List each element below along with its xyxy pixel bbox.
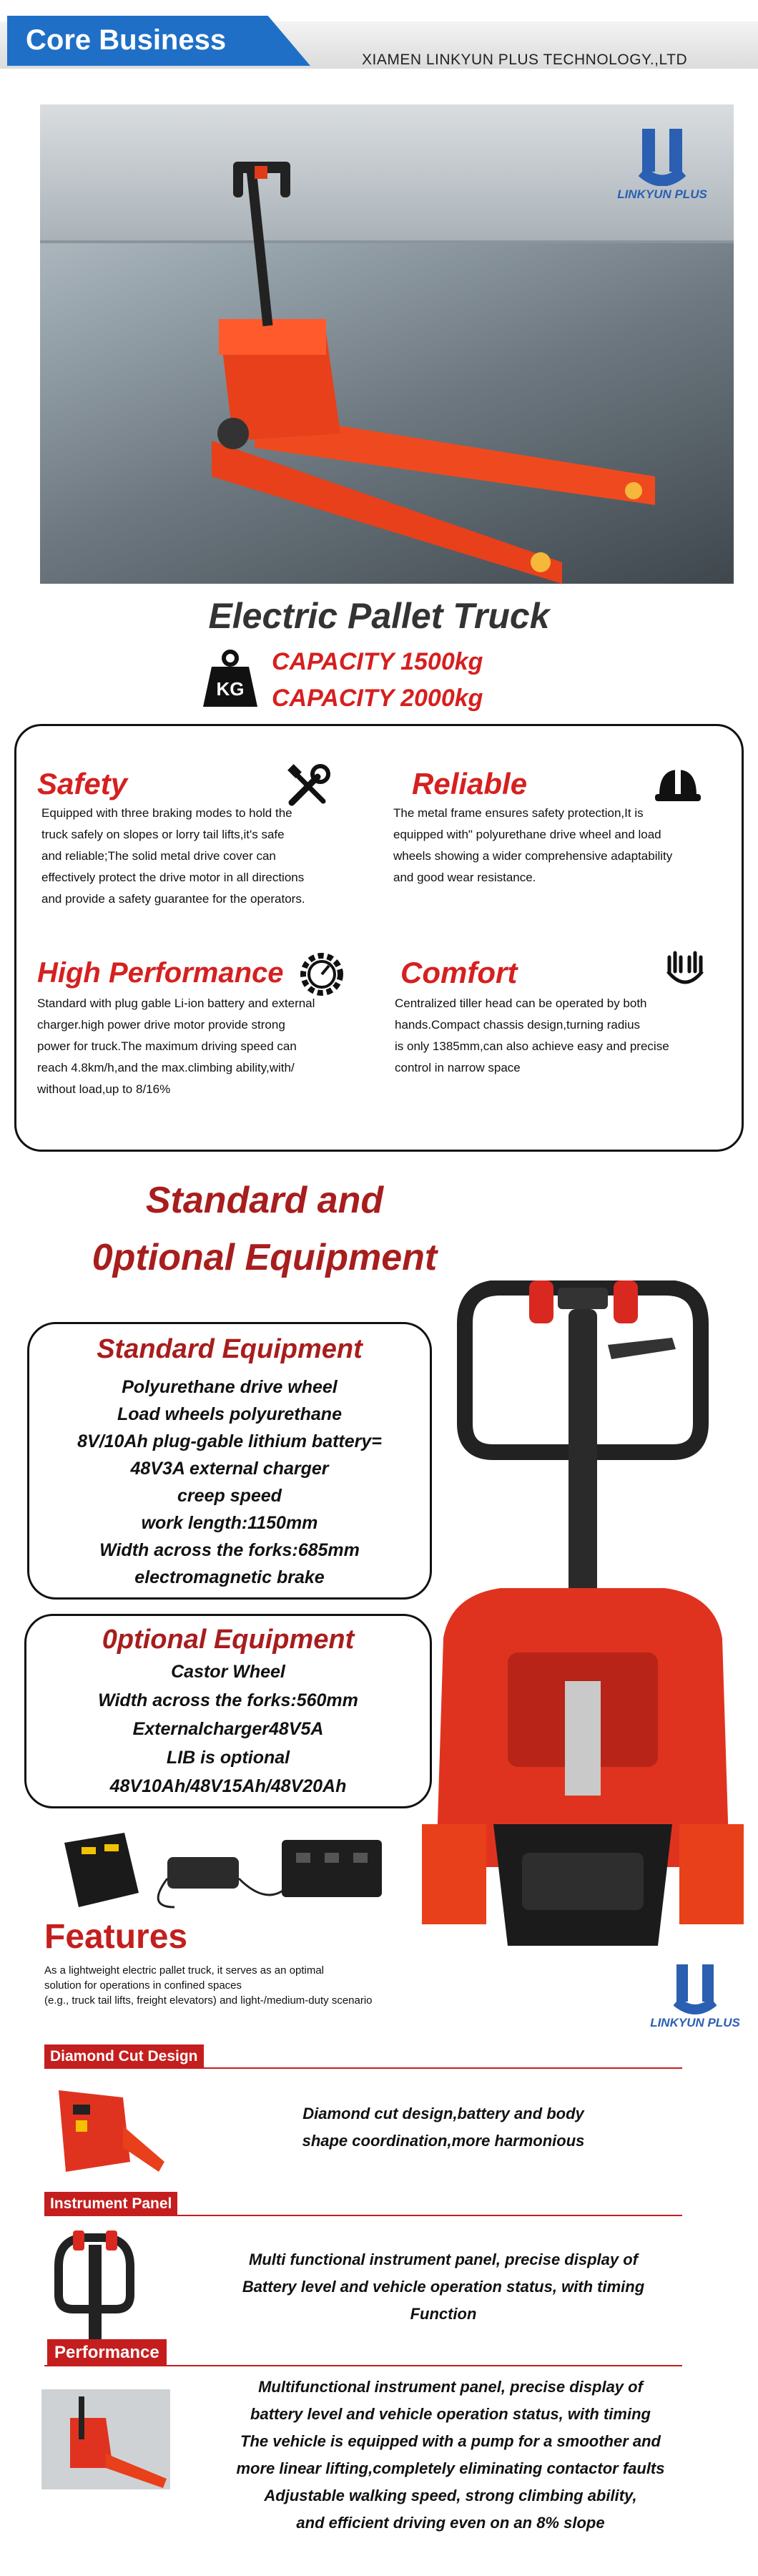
- optional-equipment-box: [24, 1614, 432, 1808]
- list-item: Polyurethane drive wheel: [122, 1377, 338, 1397]
- header-title: Core Business: [26, 24, 227, 56]
- section-text-diamond-cut: Diamond cut design,battery and body shape coordination,more harmonious: [302, 2105, 585, 2150]
- feature-text-reliable: The metal frame ensures safety protection,It is equipped with" polyurethane drive wheel and load wheels showing a wider comprehensive adaptability and good wear resistance.: [393, 806, 673, 884]
- linkyun-logo-icon: [605, 122, 719, 186]
- page-header: [0, 0, 758, 80]
- feature-title-high-performance: High Performance: [37, 957, 284, 989]
- list-item: Width across the forks:685mm: [99, 1540, 360, 1560]
- brand-logo-text: LINKYUN PLUS: [617, 187, 707, 201]
- feature-text-safety: Equipped with three braking modes to hold the truck safely on slopes or lorry tail lifts,it's safe and reliable;The solid metal drive cover can effectively protect the drive motor in all directions and provide a safety guarantee for the operators.: [41, 806, 305, 906]
- section-divider: [44, 2365, 682, 2366]
- section-tag-performance: Performance: [47, 2339, 167, 2366]
- equipment-heading-2: 0ptional Equipment: [92, 1237, 438, 1278]
- feature-text-comfort: Centralized tiller head can be operated by both hands.Compact chassis design,turning radius is only 1385mm,can also achieve easy and precise control in narrow space: [395, 996, 669, 1074]
- hero-image: [40, 104, 734, 584]
- list-item: Load wheels polyurethane: [117, 1404, 342, 1424]
- section-tag-diamond-cut: Diamond Cut Design: [44, 2044, 204, 2069]
- list-item: Castor Wheel: [171, 1662, 285, 1682]
- section-tag-instrument-panel: Instrument Panel: [44, 2192, 177, 2216]
- section-text-instrument-panel: Multi functional instrument panel, precise display of Battery level and vehicle operation status, with timing Function: [242, 2251, 645, 2323]
- brand-logo-bottom: [645, 1960, 745, 2046]
- accessories-image: [60, 1828, 389, 1914]
- features-description: As a lightweight electric pallet truck, it serves as an optimal solution for operations in confined spaces (e.g., truck tail lifts, freight elevators) and light-/medium-duty scenario: [44, 1964, 373, 2007]
- equipment-heading-1: Standard and: [145, 1180, 384, 1221]
- list-item: 8V/10Ah plug-gable lithium battery=: [77, 1431, 382, 1451]
- section-divider: [44, 2067, 682, 2069]
- list-item: electromagnetic brake: [134, 1567, 325, 1587]
- diamond-cut-image: [44, 2083, 166, 2176]
- svg-text:KG: KG: [216, 678, 245, 700]
- list-item: creep speed: [177, 1486, 282, 1506]
- helmet-icon: [655, 765, 701, 805]
- performance-image: [41, 2389, 170, 2489]
- capacity-1500: CAPACITY 1500kg: [272, 648, 483, 675]
- brand-logo-text: LINKYUN PLUS: [650, 2016, 740, 2029]
- controller-icon: [282, 1840, 382, 1897]
- optional-equipment-title: 0ptional Equipment: [102, 1625, 355, 1655]
- list-item: 48V3A external charger: [130, 1459, 329, 1479]
- company-name: XIAMEN LINKYUN PLUS TECHNOLOGY.,LTD: [362, 52, 688, 68]
- linkyun-logo-icon: [645, 1960, 745, 2017]
- list-item: Width across the forks:560mm: [98, 1690, 358, 1710]
- feature-title-comfort: Comfort: [400, 956, 518, 989]
- feature-title-reliable: Reliable: [412, 767, 528, 800]
- list-item: Externalcharger48V5A: [132, 1719, 324, 1739]
- standard-equipment-title: Standard Equipment: [97, 1334, 363, 1364]
- list-item: 48V10Ah/48V15Ah/48V20Ah: [109, 1776, 347, 1796]
- capacity-2000: CAPACITY 2000kg: [272, 685, 483, 712]
- instrument-panel-image: [44, 2230, 144, 2345]
- standard-equipment-box: [27, 1322, 432, 1600]
- list-item: LIB is optional: [166, 1748, 290, 1768]
- feature-text-high-performance: Standard with plug gable Li-ion battery and external charger.high power drive motor provide strong power for truck.The maximum driving speed can reach 4.8km/h,and the max.climbing ability,with/ without load,up to 8/16%: [37, 996, 315, 1096]
- list-item: work length:1150mm: [141, 1513, 318, 1533]
- weight-kg-icon: [202, 648, 259, 708]
- pallet-truck-front-view: [422, 1280, 744, 1960]
- product-title: Electric Pallet Truck: [208, 596, 550, 636]
- feature-title-safety: Safety: [37, 767, 128, 800]
- hands-icon: [664, 943, 707, 994]
- features-heading: Features: [44, 1918, 188, 1956]
- section-divider: [44, 2215, 682, 2216]
- brand-logo: [605, 122, 719, 215]
- charger-icon: [158, 1857, 289, 1907]
- section-text-performance: Multifunctional instrument panel, precise display of battery level and vehicle operation status, with timing The vehicle is equipped with a pump for a smoother and more linear lifting,completely eliminating contactor faults Adjustable walking speed, strong climbing ability, and efficient driving even on an 8% slope: [236, 2378, 665, 2532]
- battery-icon: [64, 1833, 139, 1907]
